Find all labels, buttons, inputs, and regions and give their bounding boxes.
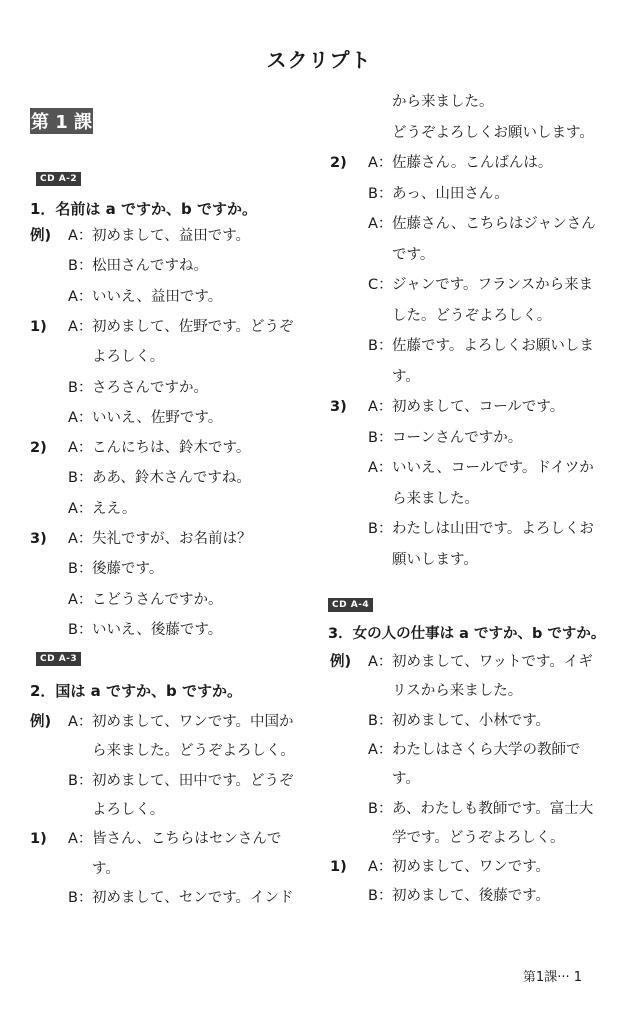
speaker-label: A： xyxy=(68,228,93,244)
speaker-label: B： xyxy=(68,379,93,396)
speaker-label: A： xyxy=(68,831,93,848)
dialogue-text: いいえ、コールです。ドイツか xyxy=(392,460,594,476)
dialogue-text: よろしく。 xyxy=(92,349,165,366)
dialogue-text: 初めまして、コールです。 xyxy=(392,399,565,415)
speaker-label: B： xyxy=(368,888,393,905)
script-line xyxy=(330,397,564,417)
dialogue-text: す。 xyxy=(392,368,420,385)
dialogue-text: いいえ、佐野です。 xyxy=(92,409,223,426)
script-line xyxy=(30,859,120,879)
speaker-label: B： xyxy=(368,521,393,537)
dialogue-text: す。 xyxy=(392,771,420,788)
script-line xyxy=(330,652,593,672)
dialogue-text: わたしはさくら大学の教師で xyxy=(392,741,581,758)
speaker-label: C： xyxy=(368,277,393,293)
script-line xyxy=(330,153,552,173)
script-line xyxy=(330,489,479,509)
script-line xyxy=(30,317,294,337)
dialogue-text: わたしは山田です。よろしくお xyxy=(392,521,594,537)
speaker-label: A： xyxy=(68,714,93,730)
dialogue-text: 佐藤さん、こちらはジャンさん xyxy=(392,216,596,232)
script-line xyxy=(330,740,581,760)
item-number: 例) xyxy=(330,654,352,670)
dialogue-text: あ、わたしも教師です。富士大 xyxy=(392,800,594,817)
item-number: 1) xyxy=(30,318,47,335)
section-heading-3: 3．女の人の仕事は a ですか、b ですか。 xyxy=(328,626,606,642)
item-number: 3) xyxy=(30,531,47,547)
speaker-label: B： xyxy=(368,429,393,446)
dialogue-text: 初めまして、佐野です。どうぞ xyxy=(92,318,294,335)
script-line xyxy=(330,857,550,877)
speaker-label: A： xyxy=(68,409,93,426)
dialogue-text: よろしく。 xyxy=(92,801,165,818)
dialogue-text: ああ、鈴木さんですね。 xyxy=(92,470,251,487)
dialogue-text: ら来ました。 xyxy=(392,490,479,507)
cd-track-badge: CD A-2 xyxy=(36,172,81,186)
speaker-label: A： xyxy=(368,399,393,415)
speaker-label: A： xyxy=(68,288,93,305)
dialogue-text: 初めまして、ワンです。中国か xyxy=(92,714,294,730)
dialogue-text: 初めまして、後藤です。 xyxy=(392,888,551,905)
speaker-label: A： xyxy=(68,591,93,608)
dialogue-text: 初めまして、ワンです。 xyxy=(392,859,551,876)
script-line xyxy=(30,559,163,579)
dialogue-text: です。 xyxy=(392,246,435,263)
speaker-label: B： xyxy=(68,889,93,906)
dialogue-text: ええ。 xyxy=(92,500,137,517)
page-footer: 第1課··· 1 xyxy=(522,970,582,985)
speaker-label: A： xyxy=(68,531,93,547)
dialogue-text: こんにちは、鈴木です。 xyxy=(92,440,251,457)
dialogue-text: 初めまして、田中です。どうぞ xyxy=(92,772,294,789)
dialogue-text: 佐藤です。よろしくお願いしま xyxy=(392,338,594,354)
item-number: 例) xyxy=(30,228,52,244)
dialogue-text: 初めまして、小林です。 xyxy=(392,712,551,729)
speaker-label: B： xyxy=(368,712,393,729)
dialogue-text: 佐藤さん。こんばんは。 xyxy=(392,155,553,171)
dialogue-text: 学です。どうぞよろしく。 xyxy=(392,829,565,846)
item-number: 例) xyxy=(30,714,52,730)
dialogue-text: あっ、山田さん。 xyxy=(392,185,509,202)
dialogue-text: いいえ、後藤です。 xyxy=(92,621,223,638)
dialogue-text: した。どうぞよろしく。 xyxy=(392,307,552,324)
cd-track-badge: CD A-3 xyxy=(36,652,81,666)
speaker-label: B： xyxy=(68,258,93,275)
script-line xyxy=(30,347,164,367)
script-line xyxy=(30,712,294,732)
script-line xyxy=(330,306,551,326)
dialogue-text: 皆さん、こちらはセンさんで xyxy=(92,831,282,848)
speaker-label: A： xyxy=(68,440,93,457)
script-line xyxy=(330,828,565,848)
script-line xyxy=(30,438,250,458)
script-line xyxy=(330,458,594,478)
dialogue-text: コーンさんですか。 xyxy=(392,429,523,446)
speaker-label: A： xyxy=(368,859,393,876)
speaker-label: A： xyxy=(368,216,393,232)
dialogue-text: いいえ、益田です。 xyxy=(92,288,223,305)
dialogue-text: ジャンです。フランスから来ま xyxy=(392,277,594,293)
script-line xyxy=(30,741,295,761)
speaker-label: A： xyxy=(68,318,93,335)
script-line xyxy=(30,256,208,276)
dialogue-text: さろさんですか。 xyxy=(92,379,208,396)
speaker-label: A： xyxy=(368,460,393,476)
item-number: 2) xyxy=(330,155,347,171)
dialogue-text: 願いします。 xyxy=(392,551,478,568)
script-line xyxy=(330,92,494,112)
script-line xyxy=(330,799,593,819)
dialogue-text: ら来ました。どうぞよろしく。 xyxy=(92,743,295,760)
speaker-label: B： xyxy=(368,185,393,202)
script-line xyxy=(30,529,252,549)
script-line xyxy=(330,184,509,204)
speaker-label: B： xyxy=(368,338,393,354)
dialogue-text: 初めまして、益田です。 xyxy=(92,228,251,244)
script-line xyxy=(30,378,208,398)
speaker-label: B： xyxy=(68,772,93,789)
item-number: 2) xyxy=(30,440,47,457)
script-line xyxy=(330,275,593,295)
script-line xyxy=(30,771,294,791)
script-line xyxy=(30,287,222,307)
dialogue-text: 失礼ですが、お名前は？ xyxy=(92,531,252,547)
script-line xyxy=(330,428,522,448)
section-heading-1: 1．名前は a ですか、b ですか。 xyxy=(30,200,257,218)
script-line xyxy=(330,711,550,731)
script-line xyxy=(30,829,281,849)
script-line xyxy=(330,214,596,234)
dialogue-text: リスから来ました。 xyxy=(392,683,523,700)
dialogue-text: 後藤です。 xyxy=(92,561,164,578)
dialogue-text: どうぞよろしくお願いします。 xyxy=(392,124,594,141)
dialogue-text: から来ました。 xyxy=(392,94,494,110)
script-line xyxy=(30,800,164,820)
script-line xyxy=(30,888,294,908)
dialogue-text: 松田さんですね。 xyxy=(92,258,208,275)
script-line xyxy=(330,886,550,906)
script-line xyxy=(30,620,222,640)
script-line xyxy=(330,336,594,356)
item-number: 1) xyxy=(330,859,347,876)
section-heading-2: 2．国は a ですか、b ですか。 xyxy=(30,682,242,700)
dialogue-text: 初めまして、センです。インド xyxy=(92,889,294,906)
speaker-label: A： xyxy=(368,155,393,171)
speaker-label: A： xyxy=(368,741,393,758)
script-line xyxy=(30,590,223,610)
speaker-label: A： xyxy=(68,500,93,517)
item-number: 3) xyxy=(330,399,347,415)
script-line xyxy=(330,123,594,143)
cd-track-badge: CD A-4 xyxy=(328,598,373,612)
speaker-label: B： xyxy=(368,800,393,817)
script-line xyxy=(330,769,420,789)
speaker-label: B： xyxy=(68,470,93,487)
script-line xyxy=(30,408,222,428)
page-title: スクリプト xyxy=(266,48,372,72)
script-line xyxy=(330,519,594,539)
speaker-label: B： xyxy=(68,561,93,578)
dialogue-text: す。 xyxy=(92,860,120,877)
script-line xyxy=(30,226,250,246)
item-number: 1) xyxy=(30,831,47,848)
script-line xyxy=(330,245,434,265)
script-line xyxy=(30,468,251,488)
script-line xyxy=(30,499,136,519)
dialogue-text: こどうさんですか。 xyxy=(92,591,223,608)
speaker-label: B： xyxy=(68,621,93,638)
lesson-label xyxy=(30,108,93,134)
script-line xyxy=(330,681,522,701)
script-line xyxy=(330,367,420,387)
speaker-label: A： xyxy=(368,654,393,670)
dialogue-text: 初めまして、ワットです。イギ xyxy=(392,654,593,670)
lesson-label-text: 第 1 課 xyxy=(30,108,93,134)
script-line xyxy=(330,550,478,570)
